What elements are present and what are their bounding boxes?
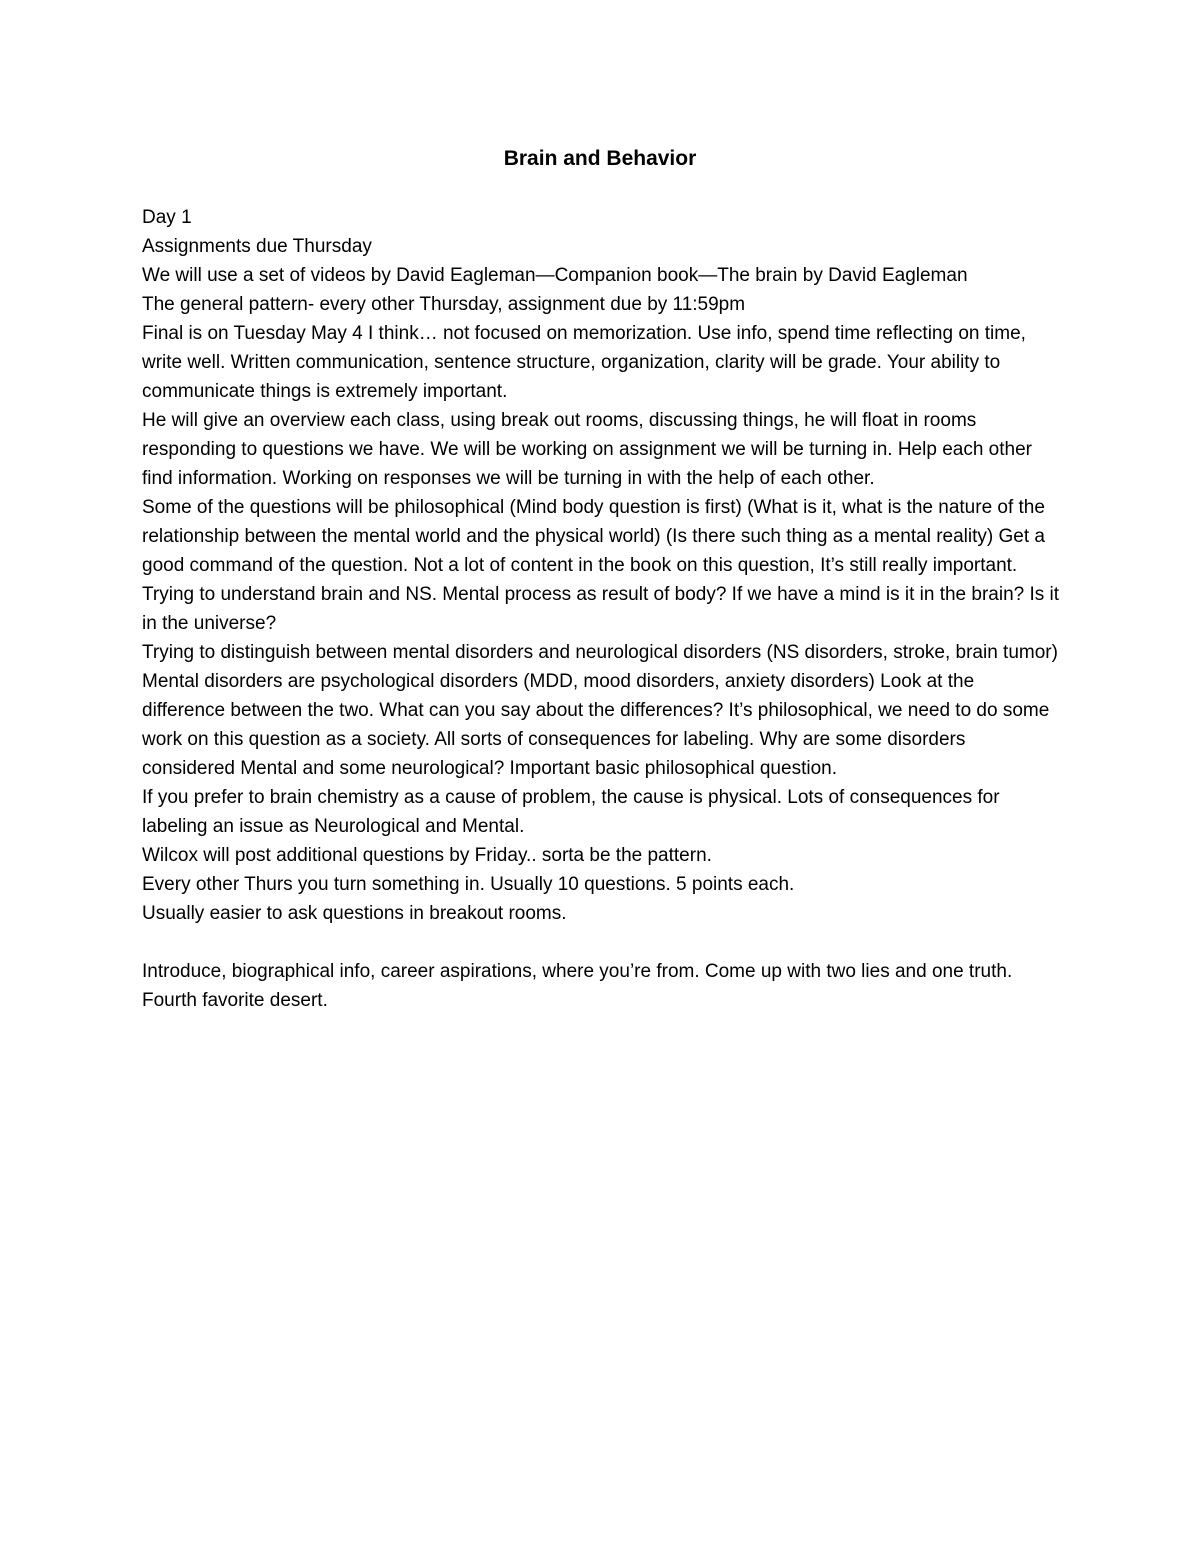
paragraph-philosophical-questions: Some of the questions will be philosophical (Mind body question is first) (What is it, what is the nature of the relationship between the mental world and the physical world) (Is there such thing as a mental reality) Get a good command of the question. Not a lot of content in the book on this question, It’s still really important. Trying to understand brain and NS. Mental process as result of body? If we have a mind is it in the brain? Is it in the universe? (142, 497, 1060, 634)
paragraph-day: Day 1 (142, 207, 192, 228)
paragraph-overview: He will give an overview each class, using break out rooms, discussing things, he will float in rooms responding to questions we have. We will be working on assignment we will be turning in. Help each other find information. Working on responses we will be turning in with the help of each other. (142, 410, 1032, 489)
document-title: Brain and Behavior (503, 147, 697, 170)
paragraph-every-other-thurs: Every other Thurs you turn something in. Usually 10 questions. 5 points each. (142, 874, 795, 895)
paragraph-assignments-due: Assignments due Thursday (142, 236, 372, 257)
paragraph-disorders: Trying to distinguish between mental disorders and neurological disorders (NS disorders, stroke, brain tumor) Mental disorders are psychological disorders (MDD, mood disorders, anxiety disorders) Look at the difference between the two. What can you say about the differences? It’s philosophical, we need to do some work on this question as a society. All sorts of consequences for labeling. Why are some disorders considered Mental and some neurological? Important basic philosophical question. (142, 642, 1058, 779)
paragraph-brain-chemistry: If you prefer to brain chemistry as a cause of problem, the cause is physical. Lots of consequences for labeling an issue as Neurological and Mental. (142, 787, 1000, 837)
blank-line (142, 928, 1062, 957)
paragraph-wilcox: Wilcox will post additional questions by Friday.. sorta be the pattern. (142, 845, 712, 866)
document-body (142, 203, 1062, 1015)
paragraph-videos: We will use a set of videos by David Eagleman—Companion book—The brain by David Eagleman (142, 265, 968, 286)
paragraph-introduce: Introduce, biographical info, career aspirations, where you’re from. Come up with two lies and one truth. Fourth favorite desert. (142, 961, 1013, 1011)
paragraph-breakout-rooms: Usually easier to ask questions in breakout rooms. (142, 903, 567, 924)
paragraph-final: Final is on Tuesday May 4 I think… not focused on memorization. Use info, spend time reflecting on time, write well. Written communication, sentence structure, organization, clarity will be grade. Your ability to communicate things is extremely important. (142, 323, 1026, 402)
paragraph-general-pattern: The general pattern- every other Thursday, assignment due by 11:59pm (142, 294, 746, 315)
